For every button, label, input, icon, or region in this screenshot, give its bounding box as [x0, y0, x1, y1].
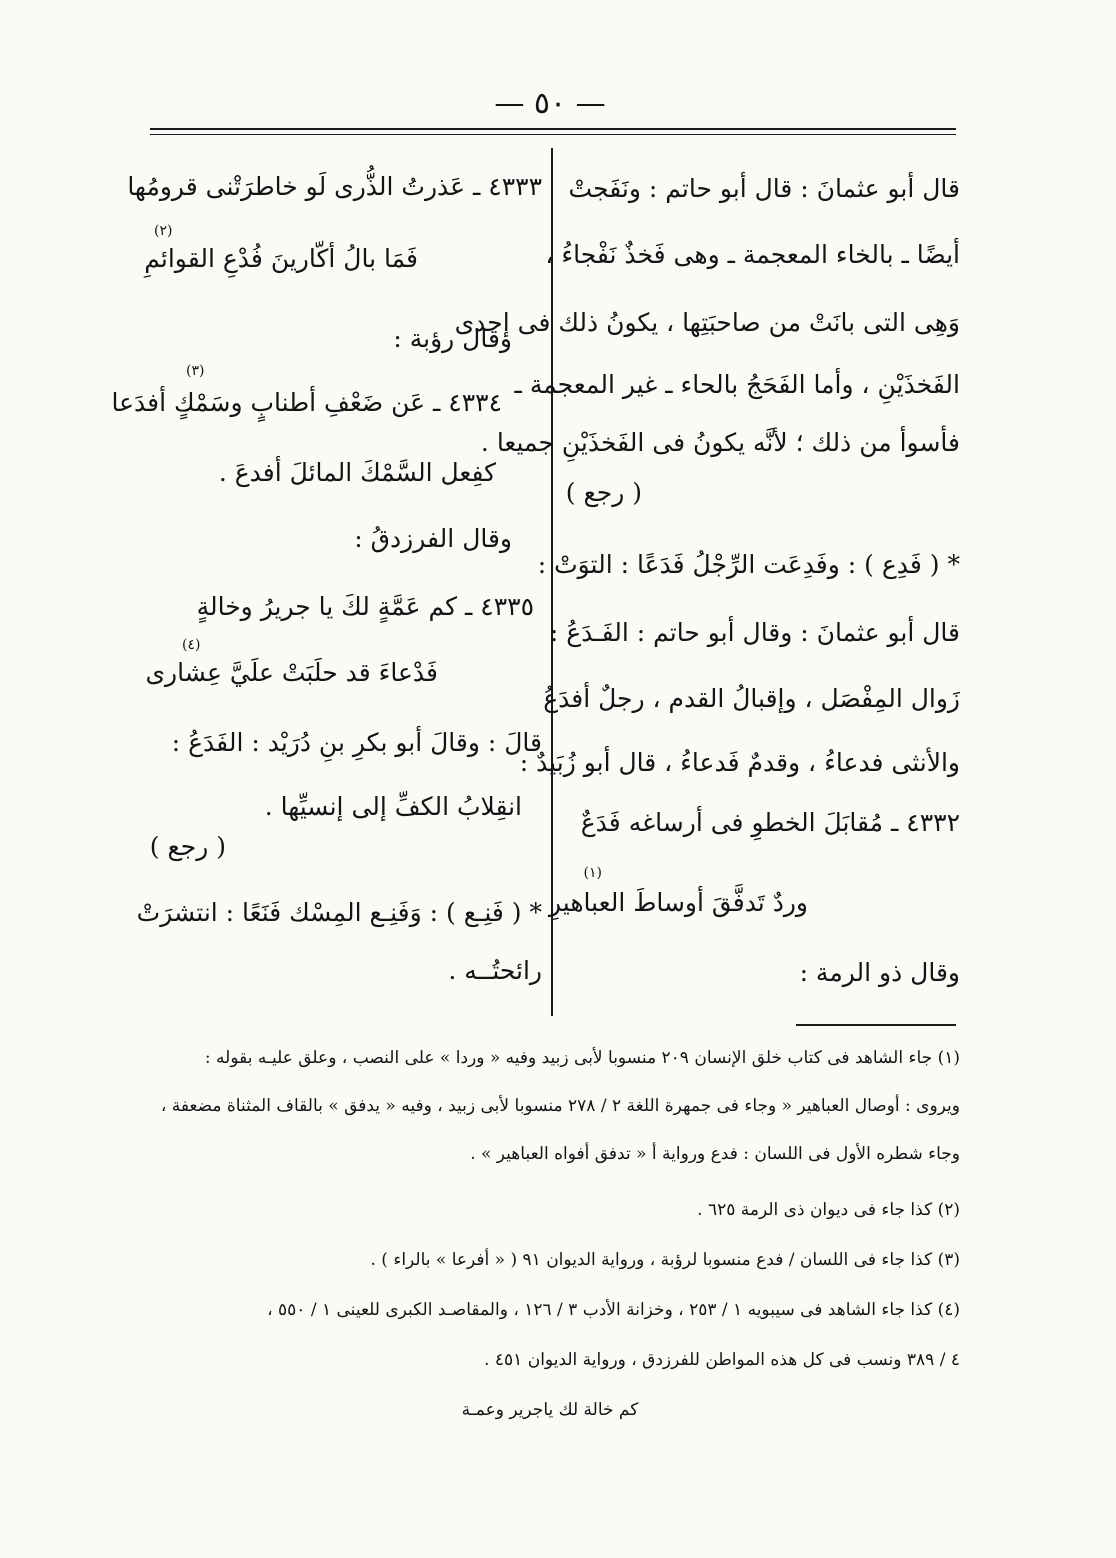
footnote-marker: (١)	[583, 865, 602, 881]
header-rule-top	[150, 128, 956, 130]
footnote-line: (٤) كذا جاء الشاهد فى سيبويه ١ / ٢٥٣ ، وخزانة الأدب ٣ / ١٢٦ ، والمقاصـد الكبرى للعينى ١ / ٥٥٠ ،	[267, 1300, 960, 1320]
text-line: وَهِى التى بانَتْ من صاحبَتِها ، يكونُ ذلك فى إحدى	[454, 308, 960, 337]
header-rule-bottom	[150, 134, 956, 135]
verse-line: وردٌ تَدفَّقَ أوساطَ العباهيرِ	[548, 888, 808, 917]
text-line: أيضًا ـ بالخاء المعجمة ـ وهى فَخذٌ نَفْجاءُ ،	[545, 240, 960, 269]
text-line: والأنثى فدعاءُ ، وقدمٌ فَدعاءُ ، قال أبو زُبَيدٌ :	[519, 748, 960, 777]
verse-line: ٤٣٣٣ ـ عَذرتُ الذُّرى لَو خاطرَتْنى قرومُها	[127, 172, 542, 201]
text-line: رائحتُــه .	[448, 956, 542, 985]
footnote-line: (٣) كذا جاء فى اللسان / فدع منسوبا لرؤبة ، ورواية الديوان ٩١ ( « أفرعا » بالراء ) .	[370, 1250, 960, 1270]
footnote-line: ويروى : أوصال العباهير « وجاء فى جمهرة اللغة ٢ / ٢٧٨ منسوبا لأبى زبيد ، وفيه « يدفق » بالقاف المثناة مضعفة ،	[160, 1096, 960, 1116]
footnote-marker: (٢)	[154, 223, 173, 239]
return-marker: ( رجع )	[565, 478, 642, 507]
footnote-marker: (٤)	[182, 637, 201, 653]
verse-line: ٤٣٣٥ ـ كم عَمَّةٍ لكَ يا جريرُ وخالةٍ	[196, 592, 534, 621]
catchword: كم خالة لك ياجرير وعمـة	[461, 1400, 639, 1420]
text-line: الفَخذَيْنِ ، وأما الفَحَجُ بالحاء ـ غير المعجمة ـ	[514, 370, 960, 399]
verse-line: ٤٣٣٢ ـ مُقابَلَ الخطوِ فى أرساغه فَدَعٌ	[580, 808, 960, 837]
text-line: فأسوأ من ذلك ؛ لأنَّه يكونُ فى الفَخذَيْنِ جميعا .	[480, 428, 960, 457]
verse-line: ٤٣٣٤ ـ عَن ضَعْفِ أطنابٍ وسَمْكٍ أفدَعا	[111, 388, 502, 417]
footnote-marker: (٣)	[186, 363, 205, 379]
entry-heading: * ( فَدِع ) : وفَدِعَت الرِّجْلُ فَدَعًا : التوَتْ :	[537, 550, 960, 579]
text-line: زَوال المِفْصَل ، وإقبالُ القدم ، رجلٌ أفدَعُ	[543, 684, 960, 713]
entry-heading: * ( فَنِـع ) : وَفَنِـع المِسْك فَنَعًا : انتشرَتْ	[136, 898, 542, 927]
return-marker: ( رجع )	[149, 832, 226, 861]
verse-line: فَدْعاءَ قد حلَبَتْ علَيَّ عِشارى	[145, 658, 438, 687]
footnote-line: ٤ / ٣٨٩ ونسب فى كل هذه المواطن للفرزدق ، ورواية الديوان ٤٥١ .	[484, 1350, 960, 1370]
text-line: انقِلابُ الكفِّ إلى إنسيِّها .	[264, 792, 522, 821]
text-line: وقال رؤبة :	[393, 324, 512, 353]
text-line: قالَ : وقالَ أبو بكرِ بنِ دُرَيْد : الفَدَعُ :	[171, 728, 542, 757]
page-number: — ٥٠ —	[494, 86, 606, 121]
footnote-rule	[796, 1024, 956, 1026]
verse-line: كفِعل السَّمْكَ المائلَ أفدعَ .	[218, 458, 496, 487]
footnote-line: (١) جاء الشاهد فى كتاب خلق الإنسان ٢٠٩ منسوبا لأبى زبيد وفيه « وردا » على النصب ، وعلق عليـه بقوله :	[204, 1048, 960, 1068]
text-line: وقال الفرزدقُ :	[354, 524, 512, 553]
footnote-line: (٢) كذا جاء فى ديوان ذى الرمة ٦٢٥ .	[697, 1200, 960, 1220]
text-line: وقال ذو الرمة :	[799, 958, 960, 987]
verse-line: فَمَا بالُ أكّارينَ فُدْعِ القوائمِ	[144, 244, 418, 273]
text-line: قال أبو عثمانَ : وقال أبو حاتم : الفَـدَعُ :	[549, 618, 960, 647]
text-line: قال أبو عثمانَ : قال أبو حاتم : ونَفَجتْ	[568, 174, 960, 203]
footnote-line: وجاء شطره الأول فى اللسان : فدع ورواية أ « تدفق أفواه العباهير » .	[470, 1144, 960, 1164]
